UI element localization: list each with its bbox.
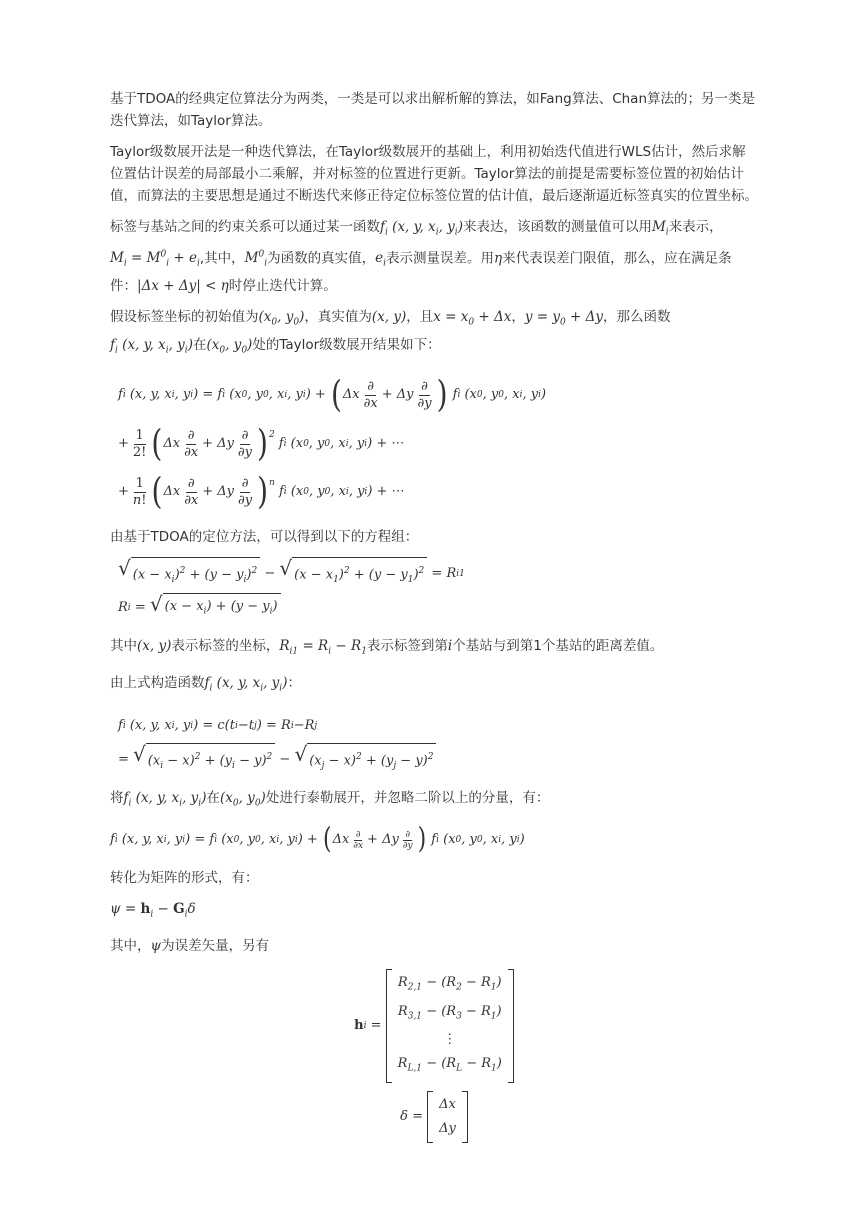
equation-h-vector: h i = $R_{2,1} - (R_2 - R_1)$ $R_{3,1} - (R_3 - R_1)$ ⋮ $R_{L,1} - (R_L - R_1)$ (110, 969, 758, 1083)
text-fragment: 个基站与到第1个基站的距离差值。 (452, 638, 664, 655)
text-fragment: 由上式构造函数 (110, 674, 205, 691)
text-fragment: 为误差矢量，另有 (161, 938, 270, 954)
math-inline: $R_{i1} = R_i - R_1$ (279, 638, 367, 657)
document-body (110, 88, 758, 1143)
paragraph-coordinate-def (110, 635, 758, 663)
text-fragment: 在 (192, 336, 207, 353)
text-fragment: ，且 (406, 308, 434, 325)
equation-psi: $\psi = h_i - G_i\delta$ (110, 901, 196, 920)
math-inline: (x, y) (137, 638, 172, 655)
math-inline: ψ (150, 938, 162, 954)
paragraph-initial-value (110, 306, 758, 361)
math-inline: $f_i$ (x, y, $x_i$, $y_i$) (204, 674, 288, 694)
equation-taylor-expansion: f i (x, y, x i , y i ) = f i (x 0 , y 0 , x i , y i ) + ( Δx $\frac{\partial}{\partial x}$ + Δy $\frac{\partial}{\partial y}$ ) f i (x 0 , y 0 , x i , y i ) + $\frac{1}{2!}$ ( Δx $\frac{\partial}{\partial x}$ + Δy $\frac{\partial}{\partial y}$ ) 2 f i (x 0 , y 0 , x i , y i ) + ⋯ + $\frac{1}{n!}$ ( Δx $\frac{\partial}{\partial x}$ + Δy $\frac{\partial}{\partial y}$ ) n f i (x 0 , y 0 , x i , y i ) + ⋯ (118, 373, 547, 514)
text-fragment: 来代表误差门限值，那么，应在满足条件： (110, 250, 732, 294)
text-fragment: 其中 (110, 638, 137, 655)
text-fragment: 将 (110, 789, 124, 806)
paragraph-psi-def (110, 935, 758, 957)
math-inline: $f_i$ (x, y, $x_i$, $y_i$) (380, 219, 463, 238)
text-fragment: 表示标签的坐标， (171, 638, 280, 655)
text-fragment: 表示标签到第 (366, 638, 448, 655)
math-inline: $M_i$ (651, 219, 669, 238)
text-fragment: 假设标签坐标的初始值为 (110, 308, 259, 325)
text-fragment: 时停止迭代计算。 (228, 277, 337, 294)
paragraph-tdoa-system: 由基于TDOA的定位方法，可以得到以下的方程组： (110, 529, 419, 546)
math-inline: $x = x_0 + \Delta x$ (433, 308, 512, 328)
math-inline: $M_i = M^0_i + e_i$ (110, 249, 200, 269)
paragraph-matrix-form: 转化为矩阵的形式，有： (110, 870, 259, 887)
text-fragment: 处的Taylor级数展开结果如下： (252, 336, 441, 353)
paragraph-constraint (110, 216, 758, 297)
text-fragment: ，那么函数 (603, 308, 671, 325)
text-fragment: 标签与基站之间的约束关系可以通过某一函数 (110, 219, 380, 235)
equation-first-order: f i (x, y, x i , y i ) = f i (x 0 , y 0 , x i , y i ) + ( Δx $\frac{\partial}{\partial x}$ + Δy $\frac{\partial}{\partial y}$ ) f i (x 0 , y 0 , x i , y i ) (110, 823, 525, 856)
math-inline: $M^0_i$ (244, 249, 268, 269)
paragraph-construct-function (110, 672, 758, 700)
math-inline: $e_i$ (375, 250, 386, 269)
paragraph-intro: 基于TDOA的经典定位算法分为两类，一类是可以求出解析解的算法，如Fang算法、Chan算法的；另一类是迭代算法，如Taylor算法。 (110, 91, 755, 129)
math-inline: η (494, 250, 503, 267)
math-inline: $f_i$ (x, y, $x_i$, $y_i$) (110, 336, 193, 356)
math-inline: |Δx + Δy| < η (137, 277, 229, 294)
equation-delta-vector: δ = Δx Δy (110, 1091, 758, 1143)
math-inline: ($x_0$, $y_0$) (206, 336, 253, 356)
math-inline: i (447, 638, 453, 655)
paragraph-taylor-first-order (110, 787, 758, 815)
text-fragment: ，真实值为 (304, 308, 372, 325)
text-fragment: ， (511, 308, 525, 325)
math-inline: ($x_0$, $y_0$) (219, 789, 266, 809)
text-fragment: 来表达，该函数的测量值可以用 (462, 219, 652, 235)
text-fragment: ： (287, 674, 301, 691)
text-fragment: 在 (206, 789, 220, 806)
equation-tdoa-system: √ $(x - x_i)^2 + (y - y_i)^2$ − √ $(x - x_1)^2 + (y - y_1)^2$ = R i1 R i = √ $(x - x_i) + (y - y_i)$ (110, 557, 758, 625)
text-fragment: 表示测量误差。用 (386, 250, 494, 267)
math-inline: $y = y_0 + \Delta y$ (524, 308, 604, 328)
paragraph-taylor-description: Taylor级数展开法是一种迭代算法，在Taylor级数展开的基础上，利用初始迭代值进行WLS估计，然后求解位置估计误差的局部最小二乘解，并对标签的位置进行更新。Taylor算法的前提是需要标签位置的初始估计值，而算法的主要思想是通过不断迭代来修正待定位标签位置的估计值，最后逐渐逼近标签真实的位置坐标。 (110, 144, 758, 204)
math-inline: $f_i$ (x, y, $x_i$, $y_i$) (123, 789, 207, 809)
text-fragment: 来表示， (668, 219, 723, 235)
equation-function-def: f i (x, y, x i , y i ) = c(t i − t j ) = R i − R j = √ $(x_i - x)^2 + (y_i - y)^2$ − √ $(x_j - x)^2 + (y_j - y)^2$ (110, 709, 758, 777)
math-inline: ($x_0$, $y_0$) (258, 308, 305, 328)
text-fragment: 为函数的真实值， (267, 250, 376, 267)
math-inline: (x, y) (371, 308, 407, 325)
text-fragment: 处进行泰勒展开，并忽略二阶以上的分量，有： (265, 789, 550, 806)
text-fragment: 其中， (110, 938, 151, 954)
text-fragment: ,其中， (199, 250, 245, 267)
